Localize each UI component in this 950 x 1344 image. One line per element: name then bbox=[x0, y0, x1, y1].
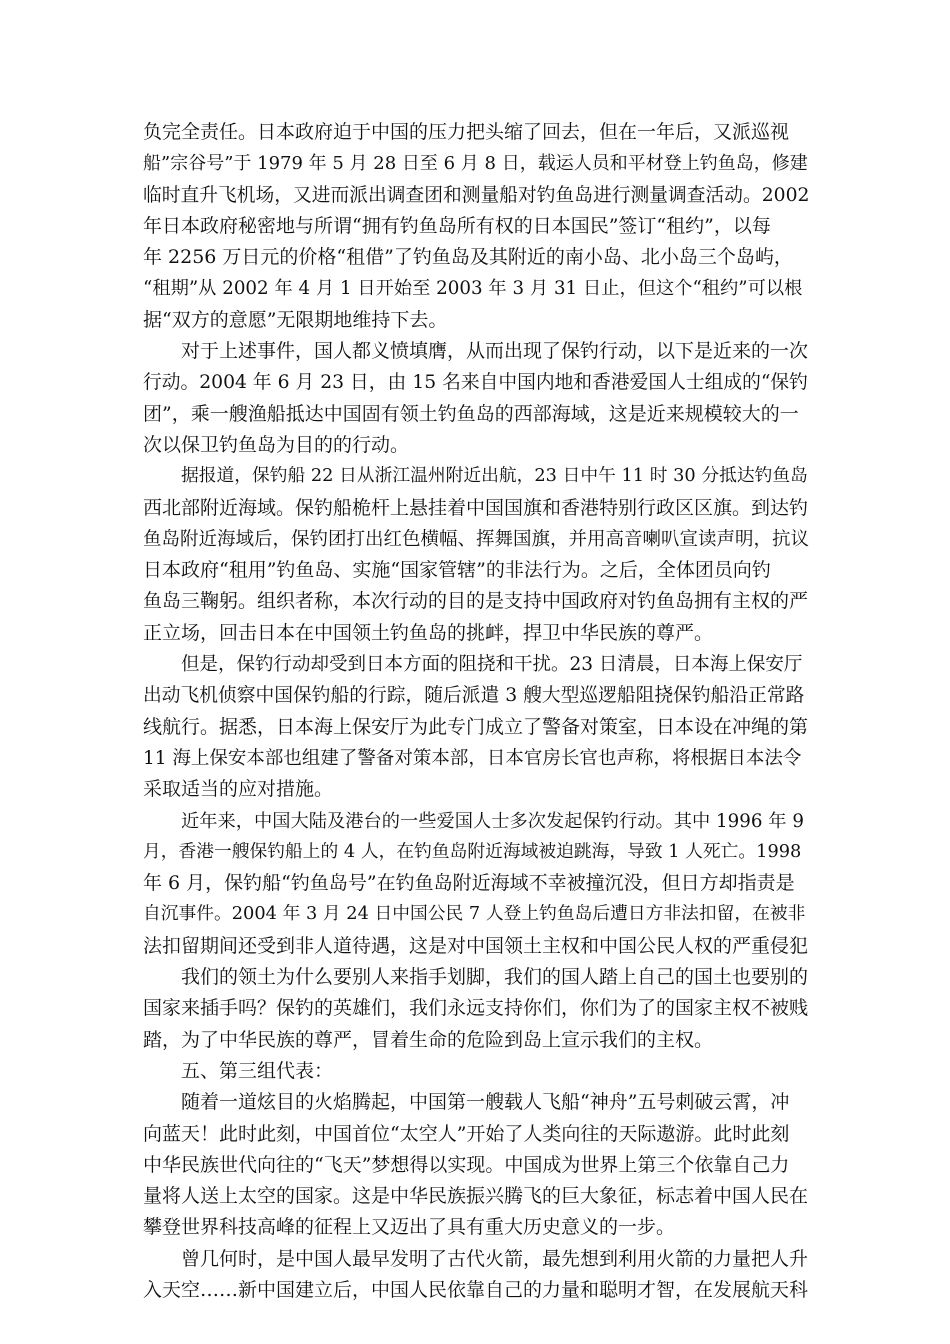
text-line: 据“双方的意愿”无限期地维持下去。 bbox=[143, 308, 448, 331]
document-page bbox=[143, 117, 809, 1306]
text-line: 国家来插手吗？保钓的英雄们，我们永远支持你们，你们为了的国家主权不被贱 bbox=[143, 997, 809, 1020]
text-line: 鱼岛三鞠躬。组织者称，本次行动的目的是支持中国政府对钓鱼岛拥有主权的严 bbox=[143, 590, 809, 613]
paragraph-ancient-rocket bbox=[143, 1244, 809, 1307]
text-line: 对于上述事件，国人都义愤填膺，从而出现了保钓行动，以下是近来的一次 bbox=[181, 340, 809, 363]
text-line: 行动。2004 年 6 月 23 日，由 15 名来自中国内地和香港爱国人士组成的“保钓 bbox=[143, 372, 808, 394]
text-line: 量将人送上太空的国家。这是中华民族振兴腾飞的巨大象征，标志着中国人民在 bbox=[143, 1185, 809, 1208]
text-line: 线航行。据悉，日本海上保安厅为此专门成立了警备对策室，日本设在冲绳的第 bbox=[143, 715, 809, 738]
paragraph-news-report bbox=[143, 461, 809, 649]
paragraph-shenzhou bbox=[143, 1087, 809, 1243]
section-heading: 五、第三组代表： bbox=[181, 1059, 334, 1082]
text-line: “租期”从 2002 年 4 月 1 日开始至 2003 年 3 月 31 日止，但这个“租约”可以根 bbox=[143, 278, 803, 300]
text-line: 船”宗谷号”于 1979 年 5 月 28 日至 6 月 8 日，载运人员和平材登上钓鱼岛，修建 bbox=[143, 153, 808, 175]
text-line: 月，香港一艘保钓船上的 4 人，在钓鱼岛附近海域被迫跳海，导致 1 人死亡。1998 bbox=[143, 841, 802, 862]
text-line: 正立场，回击日本在中国领土钓鱼岛的挑衅，捍卫中华民族的尊严。 bbox=[143, 621, 714, 644]
text-line: 出动飞机侦察中国保钓船的行踪，随后派遣 3 艘大型巡逻船阻挠保钓船沿正常路 bbox=[143, 685, 805, 707]
paragraph-our-territory bbox=[143, 962, 809, 1056]
text-line: 11 海上保安本部也组建了警备对策本部，日本官房长官也声称，将根据日本法令 bbox=[143, 747, 802, 769]
text-line: 踏，为了中华民族的尊严，冒着生命的危险到岛上宣示我们的主权。 bbox=[143, 1028, 714, 1051]
text-line: 中华民族世代向往的“飞天”梦想得以实现。中国成为世界上第三个依靠自己力 bbox=[143, 1153, 790, 1176]
text-line: 攀登世界科技高峰的征程上又迈出了具有重大历史意义的一步。 bbox=[143, 1216, 676, 1239]
text-line: 团”，乘一艘渔船抵达中国固有领土钓鱼岛的西部海域，这是近来规模较大的一 bbox=[143, 402, 799, 425]
text-line: 次以保卫钓鱼岛为目的的行动。 bbox=[143, 433, 410, 456]
text-line: 采取适当的应对措施。 bbox=[143, 778, 334, 801]
paragraph-recent-years bbox=[143, 806, 809, 962]
text-line: 法扣留期间还受到非人道待遇，这是对中国领土主权和中国公民人权的严重侵犯 bbox=[143, 934, 809, 957]
paragraph-japan-obstruction bbox=[143, 649, 809, 805]
text-line: 据报道，保钓船 22 日从浙江温州附近出航，23 日中午 11 时 30 分抵达钓鱼岛 bbox=[181, 466, 808, 487]
section-heading-group-three bbox=[143, 1056, 809, 1087]
text-line: 自沉事件。2004 年 3 月 24 日中国公民 7 人登上钓鱼岛后遭日方非法扣留，在被非 bbox=[143, 904, 806, 925]
text-line: 随着一道炫目的火焰腾起，中国第一艘载人飞船“神舟”五号刺破云霄，冲 bbox=[181, 1091, 790, 1114]
text-line: 负完全责任。日本政府迫于中国的压力把头缩了回去，但在一年后，又派巡视 bbox=[143, 121, 790, 143]
text-line: 西北部附近海域。保钓船桅杆上悬挂着中国国旗和香港特别行政区区旗。到达钓 bbox=[143, 496, 809, 519]
text-line: 年 2256 万日元的价格“租借”了钓鱼岛及其附近的南小岛、北小岛三个岛屿， bbox=[143, 246, 793, 269]
text-line: 向蓝天！此时此刻，中国首位“太空人”开始了人类向往的天际遨游。此时此刻 bbox=[143, 1122, 790, 1145]
text-line: 日本政府“租用”钓鱼岛、实施“国家管辖”的非法行为。之后，全体团员向钓 bbox=[143, 559, 771, 582]
text-line: 年 6 月，保钓船“钓鱼岛号”在钓鱼岛附近海域不幸被撞沉没，但日方却指责是 bbox=[143, 872, 795, 895]
paragraph-lease-background bbox=[143, 117, 809, 336]
text-line: 曾几何时，是中国人最早发明了古代火箭，最先想到利用火箭的力量把人升 bbox=[181, 1247, 809, 1270]
text-line: 入天空……新中国建立后，中国人民依靠自己的力量和聪明才智，在发展航天科 bbox=[143, 1278, 809, 1301]
text-line: 鱼岛附近海域后，保钓团打出红色横幅、挥舞国旗，并用高音喇叭宣读声明，抗议 bbox=[143, 528, 809, 550]
text-line: 但是，保钓行动却受到日本方面的阻挠和干扰。23 日清晨，日本海上保安厅 bbox=[181, 654, 803, 676]
text-line: 临时直升飞机场，又进而派出调查团和测量船对钓鱼岛进行测量调查活动。2002 bbox=[143, 184, 809, 206]
text-line: 我们的领土为什么要别人来指手划脚，我们的国人踏上自己的国土也要别的 bbox=[181, 966, 809, 989]
paragraph-baodiao-action bbox=[143, 336, 809, 461]
text-line: 近年来，中国大陆及港台的一些爱国人士多次发起保钓行动。其中 1996 年 9 bbox=[181, 810, 804, 832]
text-line: 年日本政府秘密地与所谓“拥有钓鱼岛所有权的日本国民”签订“租约”，以每 bbox=[143, 214, 771, 237]
